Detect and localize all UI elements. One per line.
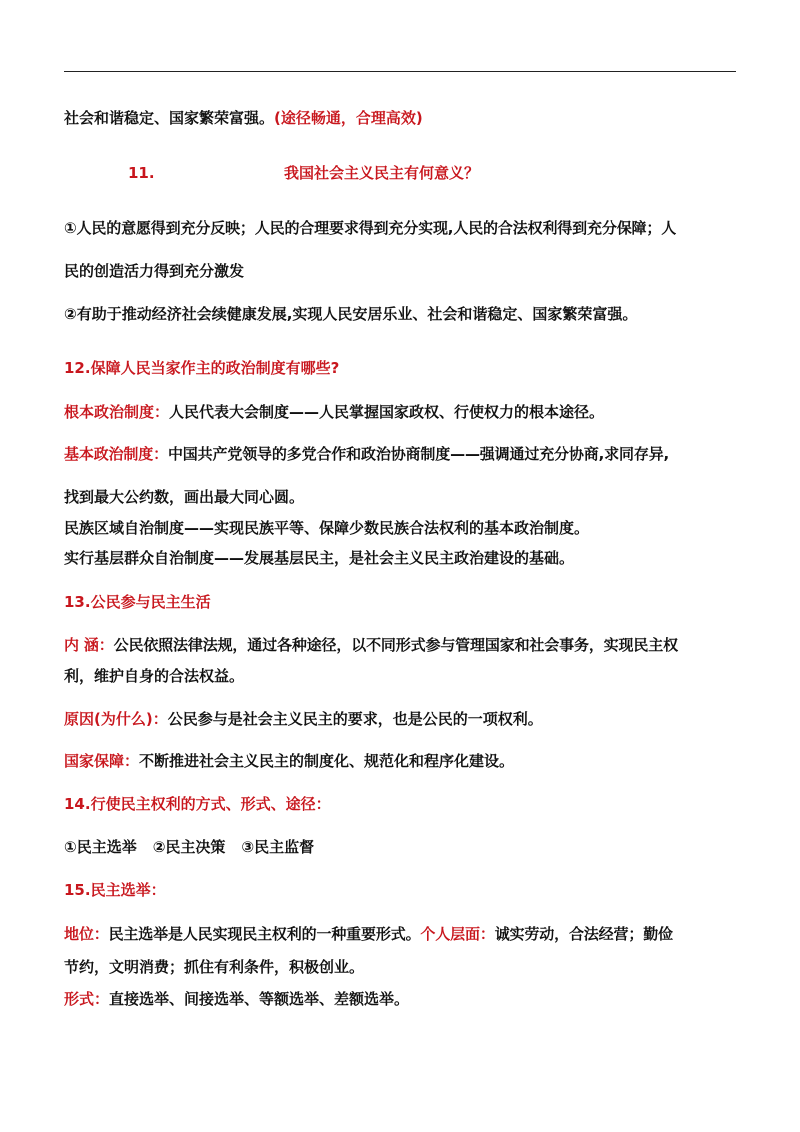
q12-basic-label: 基本政治制度： bbox=[64, 445, 168, 463]
continuation-note: (途径畅通，合理高效) bbox=[274, 109, 423, 127]
q12-basic-text-line1: 中国共产党领导的多党合作和政治协商制度——强调通过充分协商,求同存异, bbox=[167, 445, 670, 463]
q12-basic bbox=[64, 444, 736, 464]
q12-basic-text-line2: 找到最大公约数，画出最大同心圆。 bbox=[64, 488, 305, 506]
q14-item: ③民主监督 bbox=[241, 838, 315, 856]
q13-connotation-label: 内 涵： bbox=[64, 636, 114, 654]
q15-forms-label: 形式： bbox=[64, 990, 110, 1008]
q12-title: 12.保障人民当家作主的政治制度有哪些? bbox=[64, 359, 340, 377]
q13-connotation-line2: 利，维护自身的合法权益。 bbox=[64, 667, 245, 685]
q14-title: 14.行使民主权利的方式、形式、途径： bbox=[64, 795, 331, 813]
q13-reason bbox=[64, 709, 736, 729]
q13-guarantee-text: 不断推进社会主义民主的制度化、规范化和程序化建设。 bbox=[139, 752, 515, 770]
q13-title: 13.公民参与民主生活 bbox=[64, 593, 211, 611]
q13-connotation bbox=[64, 635, 736, 655]
q15-status-label: 地位： bbox=[64, 925, 109, 943]
q13-connotation-line1: 公民依照法律法规，通过各种途径，以不同形式参与管理国家和社会事务，实现民主权 bbox=[113, 636, 678, 654]
q15-forms-text: 直接选举、间接选举、等额选举、差额选举。 bbox=[109, 990, 410, 1008]
q12-grassroots: 实行基层群众自治制度——发展基层民主，是社会主义民主政治建设的基础。 bbox=[64, 549, 575, 567]
q14-item: ②民主决策 bbox=[152, 838, 226, 856]
q15-personal-text-line1: 诚实劳动，合法经营；勤俭 bbox=[494, 925, 673, 943]
q15-forms bbox=[64, 989, 736, 1009]
q14-item: ①民主选举 bbox=[64, 838, 137, 856]
q15-personal-label: 个人层面： bbox=[420, 925, 495, 943]
q11-point1-line2: 民的创造活力得到充分激发 bbox=[64, 262, 245, 280]
q15-personal-text-line2: 节约，文明消费；抓住有利条件，积极创业。 bbox=[64, 958, 365, 976]
q12-fundamental-text: 人民代表大会制度——人民掌握国家政权、行使权力的根本途径。 bbox=[169, 403, 605, 421]
q15-title: 15.民主选举： bbox=[64, 881, 166, 899]
q13-guarantee bbox=[64, 751, 736, 771]
q12-fundamental-label: 根本政治制度： bbox=[64, 403, 170, 421]
q11-point1-line1: ①人民的意愿得到充分反映；人民的合理要求得到充分实现,人民的合法权利得到充分保障；人 bbox=[64, 219, 677, 237]
q15-status bbox=[64, 924, 736, 944]
continuation-text: 社会和谐稳定、国家繁荣富强。 bbox=[64, 109, 275, 127]
q15-status-text: 民主选举是人民实现民主权利的一种重要形式。 bbox=[108, 925, 421, 943]
header-rule bbox=[64, 71, 736, 72]
q12-ethnic: 民族区域自治制度——实现民族平等、保障少数民族合法权利的基本政治制度。 bbox=[64, 519, 590, 537]
q13-guarantee-label: 国家保障： bbox=[64, 752, 140, 770]
continuation-line bbox=[64, 108, 736, 128]
q14-items bbox=[64, 837, 736, 857]
q12-fundamental bbox=[64, 402, 736, 422]
q13-reason-label: 原因(为什么)： bbox=[64, 710, 168, 728]
q11-point2: ②有助于推动经济社会续健康发展,实现人民安居乐业、社会和谐稳定、国家繁荣富强。 bbox=[64, 305, 638, 323]
q11-number: 11. bbox=[128, 164, 155, 182]
q13-reason-text: 公民参与是社会主义民主的要求，也是公民的一项权利。 bbox=[167, 710, 543, 728]
q11-title: 我国社会主义民主有何意义？ bbox=[284, 164, 480, 182]
